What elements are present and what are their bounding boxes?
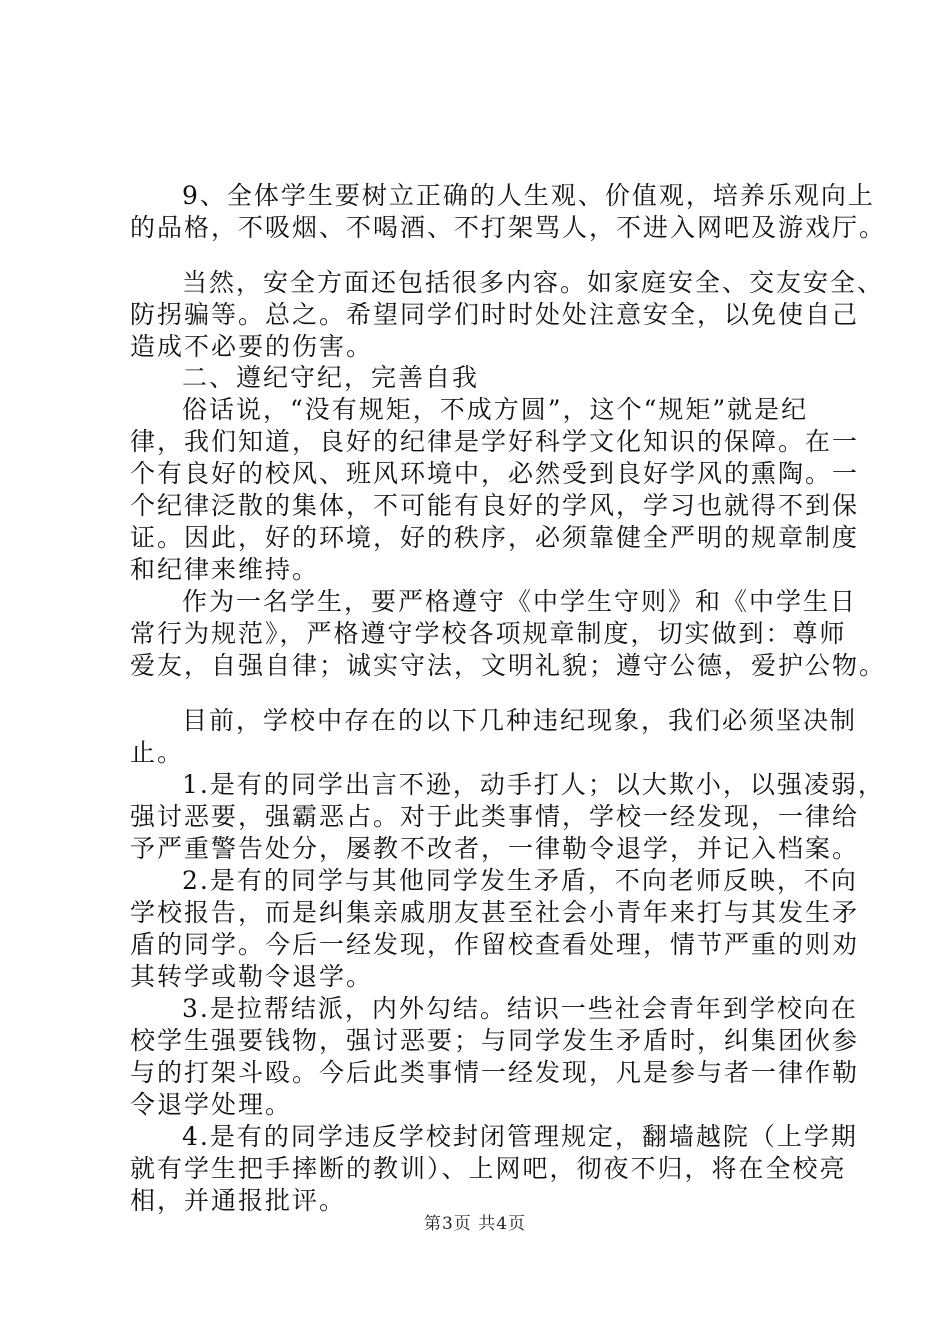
text-line: 盾的同学。今后一经发现，作留校查看处理，情节严重的则劝 xyxy=(130,930,860,959)
text-line: 目前，学校中存在的以下几种违纪现象，我们必须坚决制 xyxy=(182,706,858,735)
text-line: 常行为规范》，严格遵守学校各项规章制度，切实做到：尊师 xyxy=(130,619,847,648)
text-line: 相，并通报批评。 xyxy=(130,1186,347,1215)
text-line: 3.是拉帮结派，内外勾结。结识一些社会青年到学校向在 xyxy=(182,994,858,1023)
text-line: 4.是有的同学违反学校封闭管理规定，翻墙越院（上学期 xyxy=(182,1122,858,1151)
text-line: 予严重警告处分，屡教不改者，一律勒令退学，并记入档案。 xyxy=(130,834,860,863)
text-line: 2.是有的同学与其他同学发生矛盾，不向老师反映，不向 xyxy=(182,866,858,895)
text-line: 防拐骗等。总之。希望同学们时时处处注意安全，以免使自己 xyxy=(130,300,860,329)
text-line: 1.是有的同学出言不逊，动手打人；以大欺小，以强凌弱， xyxy=(182,770,885,799)
text-line: 和纪律来维持。 xyxy=(130,555,320,584)
text-line: 当然，安全方面还包括很多内容。如家庭安全、交友安全、 xyxy=(182,268,885,297)
page-number-footer: 第3页 共4页 xyxy=(423,1214,527,1234)
text-line: 其转学或勒令退学。 xyxy=(130,962,374,991)
text-line: 的品格，不吸烟、不喝酒、不打架骂人，不进入网吧及游戏厅。 xyxy=(130,213,887,242)
text-line: 学校报告，而是纠集亲戚朋友甚至社会小青年来打与其发生矛 xyxy=(130,898,860,927)
text-line: 校学生强要钱物，强讨恶要；与同学发生矛盾时，纠集团伙参 xyxy=(130,1026,860,1055)
text-line: 律，我们知道，良好的纪律是学好科学文化知识的保障。在一 xyxy=(130,427,860,456)
text-line: 爱友，自强自律；诚实守法，文明礼貌；遵守公德，爱护公物。 xyxy=(130,651,887,680)
text-line: 证。因此，好的环境，好的秩序，必须靠健全严明的规章制度 xyxy=(130,523,860,552)
text-line: 令退学处理。 xyxy=(130,1090,293,1119)
text-line: 个有良好的校风、班风环境中，必然受到良好学风的熏陶。一 xyxy=(130,459,860,488)
text-line: 强讨恶要，强霸恶占。对于此类事情，学校一经发现，一律给 xyxy=(130,802,860,831)
text-line: 止。 xyxy=(130,738,185,767)
text-line: 造成不必要的伤害。 xyxy=(130,332,374,361)
text-line: 9、全体学生要树立正确的人生观、价值观，培养乐观向上 xyxy=(182,181,875,210)
section-heading: 二、遵纪守纪，完善自我 xyxy=(182,363,480,392)
text-line: 个纪律泛散的集体，不可能有良好的学风，学习也就得不到保 xyxy=(130,491,860,520)
text-line: 就有学生把手摔断的教训）、上网吧，彻夜不归，将在全校亮 xyxy=(130,1154,847,1183)
text-line: 与的打架斗殴。今后此类事情一经发现，凡是参与者一律作勒 xyxy=(130,1058,860,1087)
text-line: 俗话说，“没有规矩，不成方圆”，这个“规矩”就是纪 xyxy=(182,395,809,424)
text-line: 作为一名学生，要严格遵守《中学生守则》和《中学生日 xyxy=(182,587,858,616)
